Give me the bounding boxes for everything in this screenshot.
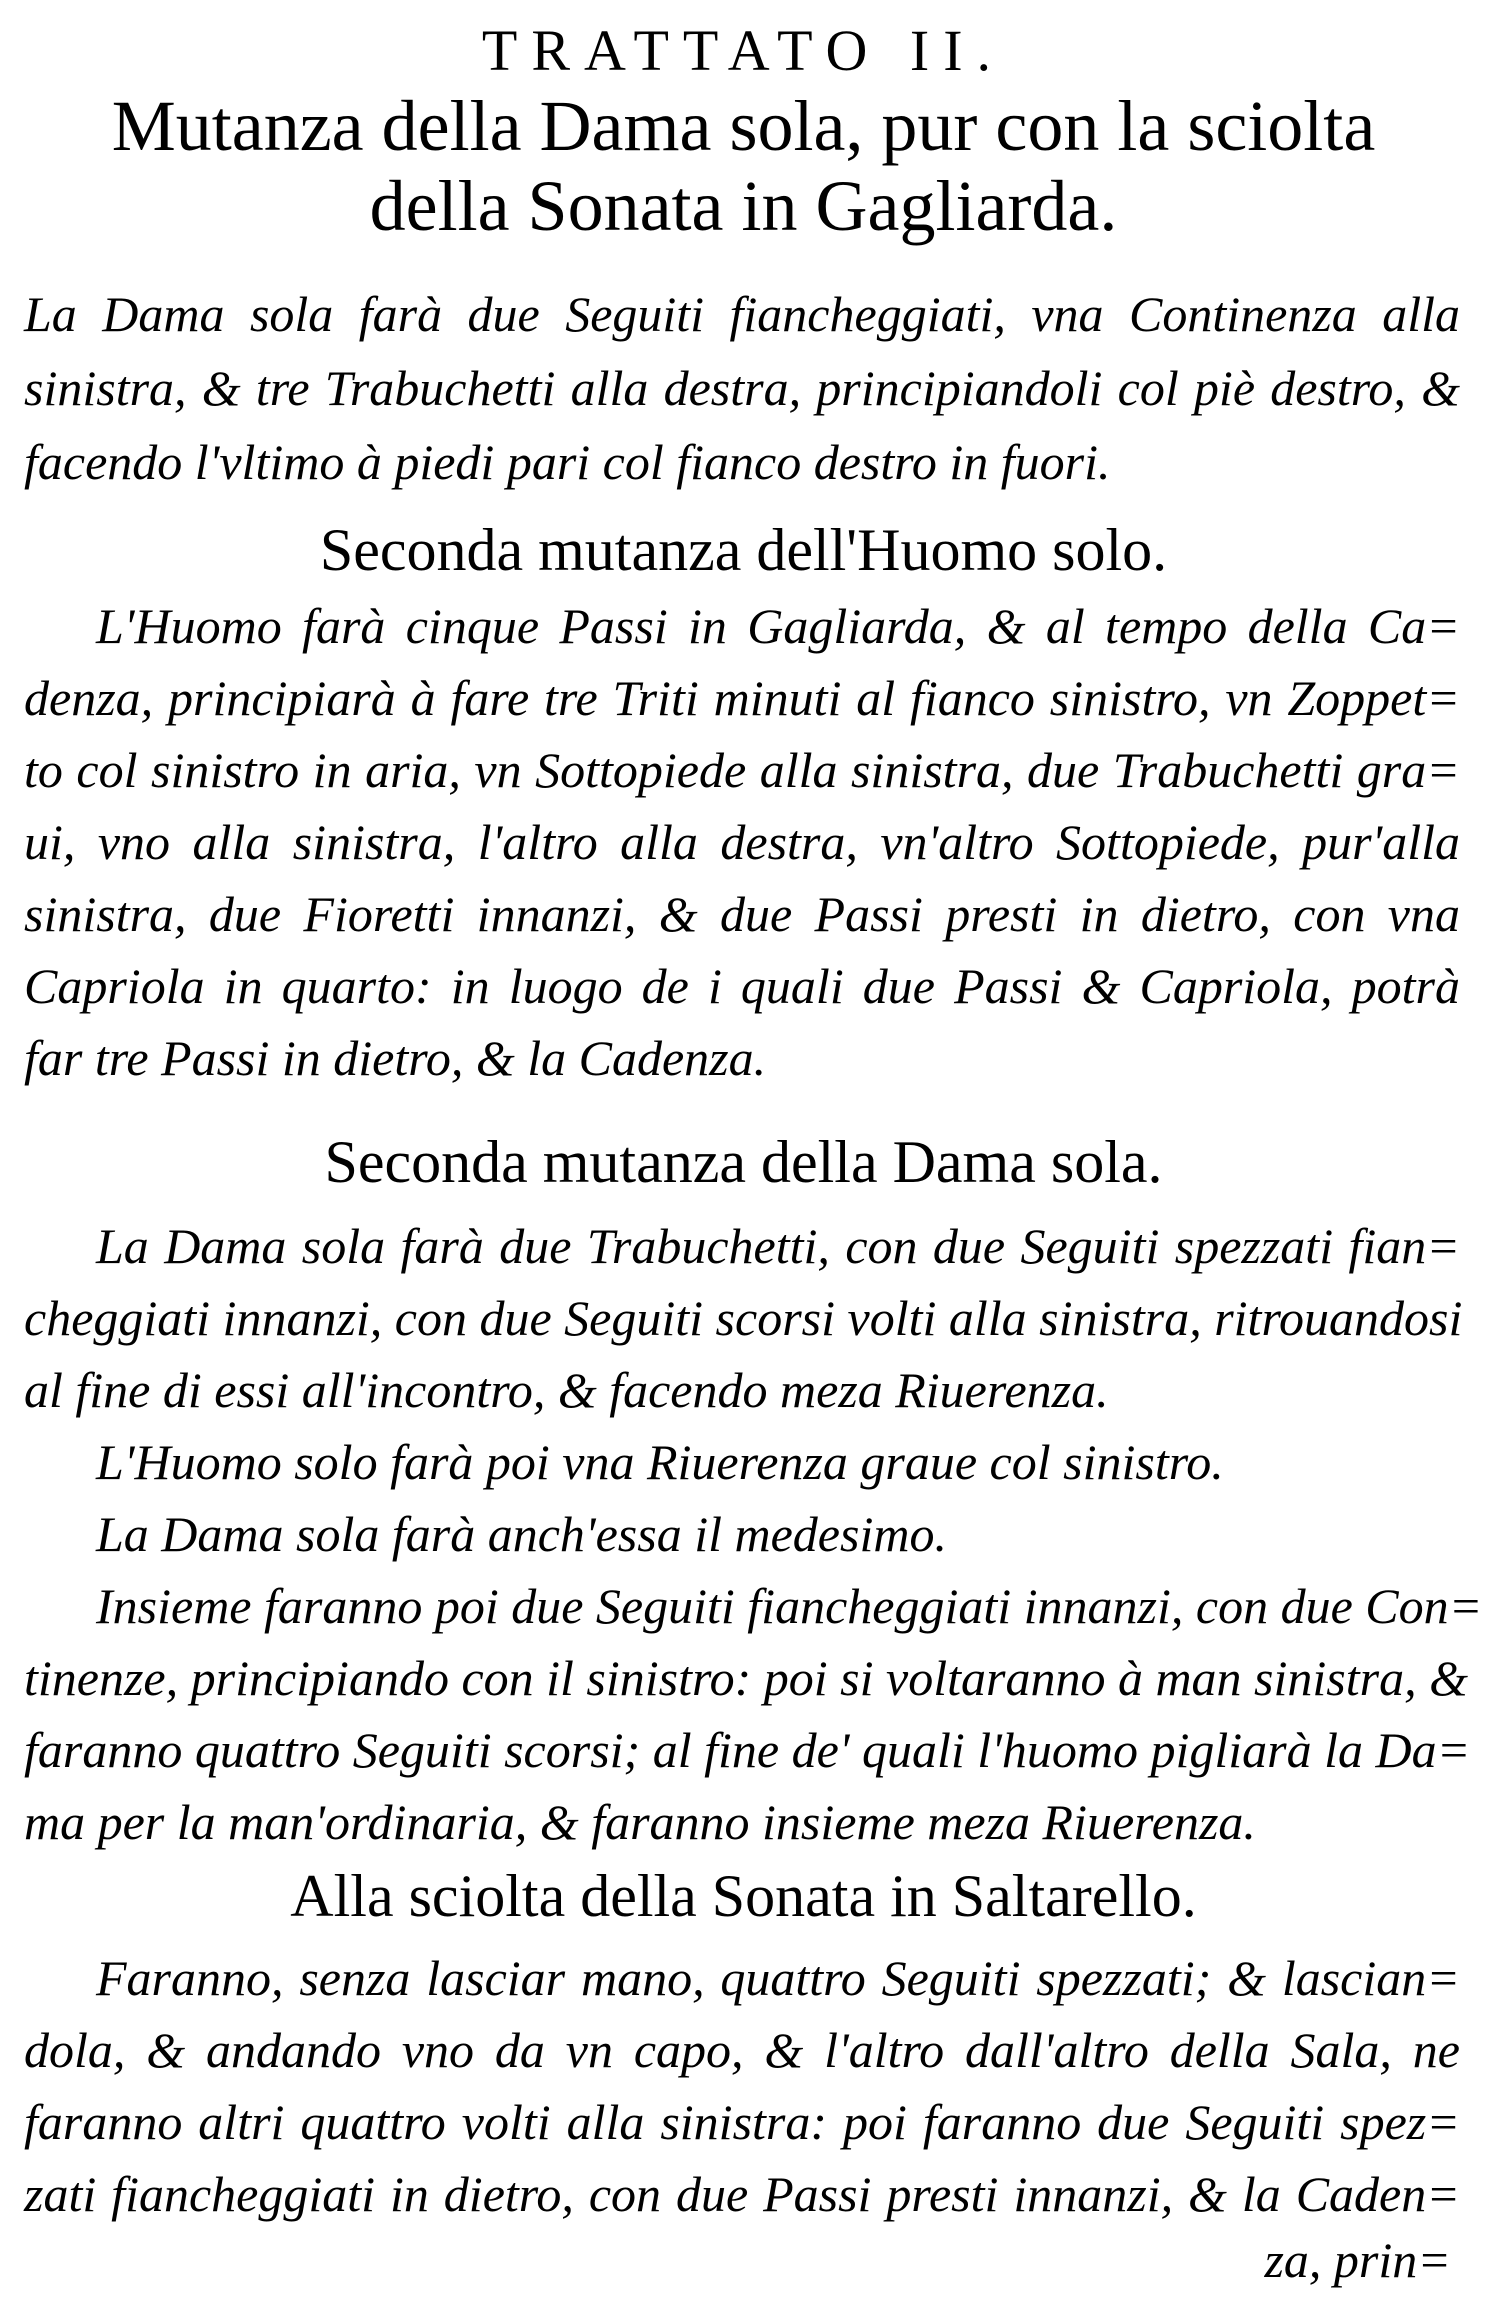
text-line: dola, & andando vno da vn capo, & l'altro dall'altro della Sala, ne — [24, 2022, 1460, 2078]
text-line: Faranno, senza lasciar mano, quattro Seguiti spezzati; & lascian= — [96, 1950, 1460, 2006]
text-line: al fine di essi all'incontro, & facendo meza Riuerenza. — [24, 1362, 1109, 1418]
text-line: sinistra, due Fioretti innanzi, & due Passi presti in dietro, con vna — [24, 886, 1460, 942]
text-line: La Dama sola farà due Trabuchetti, con due Seguiti spezzati fian= — [96, 1218, 1460, 1274]
text-line: cheggiati innanzi, con due Seguiti scorsi volti alla sinistra, ritrouandosi — [24, 1290, 1463, 1346]
catchword: za, prin= — [1264, 2232, 1451, 2288]
text-line: denza, principiarà à fare tre Triti minuti al fianco sinistro, vn Zoppet= — [24, 670, 1460, 726]
text-line: La Dama sola farà due Seguiti fiancheggiati, vna Continenza alla — [24, 286, 1460, 342]
text-line: La Dama sola farà anch'essa il medesimo. — [96, 1506, 947, 1562]
text-line: far tre Passi in dietro, & la Cadenza. — [24, 1030, 767, 1086]
running-head: TRATTATO II. — [481, 18, 1006, 83]
section-heading: Seconda mutanza della Dama sola. — [324, 1129, 1163, 1195]
text-line: facendo l'vltimo à piedi pari col fianco destro in fuori. — [24, 434, 1111, 490]
text-line: Insieme faranno poi due Seguiti fiancheggiati innanzi, con due Con= — [96, 1578, 1483, 1634]
chapter-title-line-2: della Sonata in Gagliarda. — [369, 166, 1118, 246]
text-line: L'Huomo solo farà poi vna Riuerenza graue col sinistro. — [96, 1434, 1224, 1490]
text-line: to col sinistro in aria, vn Sottopiede alla sinistra, due Trabuchetti gra= — [24, 742, 1460, 798]
text-line: zati fiancheggiati in dietro, con due Passi presti innanzi, & la Caden= — [24, 2166, 1460, 2222]
text-line: ui, vno alla sinistra, l'altro alla destra, vn'altro Sottopiede, pur'alla — [24, 814, 1460, 870]
chapter-title-line-1: Mutanza della Dama sola, pur con la sciolta — [111, 86, 1376, 166]
text-line: sinistra, & tre Trabuchetti alla destra, principiandoli col piè destro, & — [24, 360, 1460, 416]
text-line: Capriola in quarto: in luogo de i quali due Passi & Capriola, potrà — [24, 958, 1460, 1014]
section-heading: Alla sciolta della Sonata in Saltarello. — [290, 1863, 1197, 1929]
text-line: tinenze, principiando con il sinistro: poi si voltaranno à man sinistra, & — [24, 1650, 1468, 1706]
section-heading: Seconda mutanza dell'Huomo solo. — [319, 517, 1168, 583]
text-line: faranno quattro Seguiti scorsi; al fine de' quali l'huomo pigliarà la Da= — [24, 1722, 1471, 1778]
text-line: L'Huomo farà cinque Passi in Gagliarda, & al tempo della Ca= — [96, 598, 1460, 654]
text-line: ma per la man'ordinaria, & faranno insieme meza Riuerenza. — [24, 1794, 1256, 1850]
text-line: faranno altri quattro volti alla sinistra: poi faranno due Seguiti spez= — [24, 2094, 1460, 2150]
